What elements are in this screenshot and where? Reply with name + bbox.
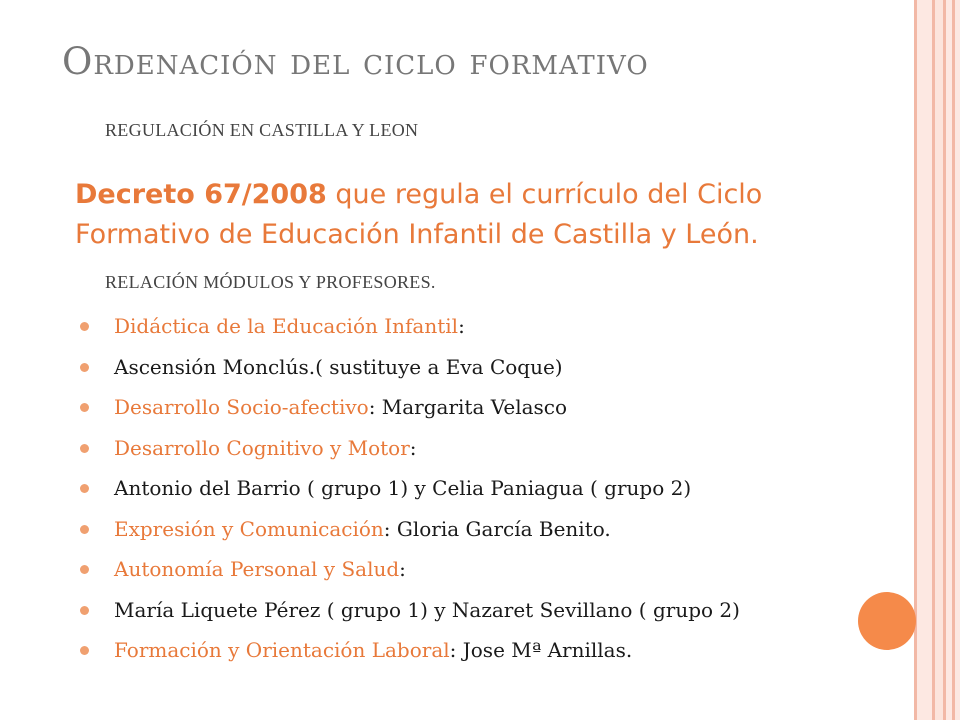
teacher-name: : — [399, 557, 406, 581]
bullet-icon — [80, 484, 89, 493]
module-name: Autonomía Personal y Salud — [114, 557, 400, 581]
list-item — [80, 387, 740, 428]
teacher-name: Ascensión Monclús.( sustituye a Eva Coque) — [114, 354, 563, 379]
subheading-modules: RELACIÓN MÓDULOS Y PROFESORES. — [105, 272, 436, 292]
modules-list — [80, 306, 740, 671]
list-item — [80, 347, 740, 388]
list-item — [80, 306, 740, 347]
bullet-icon — [80, 444, 89, 453]
teacher-name: Antonio del Barrio ( grupo 1) y Celia Paniagua ( grupo 2) — [114, 476, 692, 500]
decorative-circle — [858, 592, 916, 650]
decree-paragraph — [75, 175, 875, 255]
teacher-name: María Liquete Pérez ( grupo 1) y Nazaret Sevillano ( grupo 2) — [114, 597, 740, 622]
list-item — [80, 468, 740, 509]
teacher-name: : — [458, 314, 465, 338]
module-name: Desarrollo Socio-afectivo — [114, 395, 369, 419]
decree-number: Decreto 67/2008 — [75, 179, 327, 210]
subheading-regulation: REGULACIÓN EN CASTILLA Y LEON — [105, 120, 419, 140]
module-name: Desarrollo Cognitivo y Motor — [114, 435, 410, 460]
slide-title: Ordenación del ciclo formativo — [62, 40, 649, 83]
bullet-icon — [80, 322, 89, 331]
bullet-icon — [80, 363, 89, 372]
bullet-icon — [80, 525, 89, 534]
list-item — [80, 590, 740, 631]
list-item — [80, 428, 740, 469]
module-name: Formación y Orientación Laboral — [114, 638, 450, 662]
list-item — [80, 549, 740, 590]
list-item — [80, 509, 740, 550]
bullet-icon — [80, 565, 89, 574]
decorative-stripes — [914, 0, 960, 720]
bullet-icon — [80, 403, 89, 412]
list-item — [80, 630, 740, 671]
teacher-name: : Jose Mª Arnillas. — [449, 638, 633, 662]
teacher-name: : — [409, 435, 417, 460]
bullet-icon — [80, 606, 89, 615]
teacher-name: : Margarita Velasco — [368, 395, 568, 419]
bullet-icon — [80, 646, 89, 655]
module-name: Expresión y Comunicación — [114, 516, 384, 541]
decree-description: que regula el currículo del Ciclo Formativo de Educación Infantil de Castilla y León. — [75, 179, 763, 250]
module-name: Didáctica de la Educación Infantil — [114, 314, 459, 338]
teacher-name: : Gloria García Benito. — [383, 516, 611, 541]
